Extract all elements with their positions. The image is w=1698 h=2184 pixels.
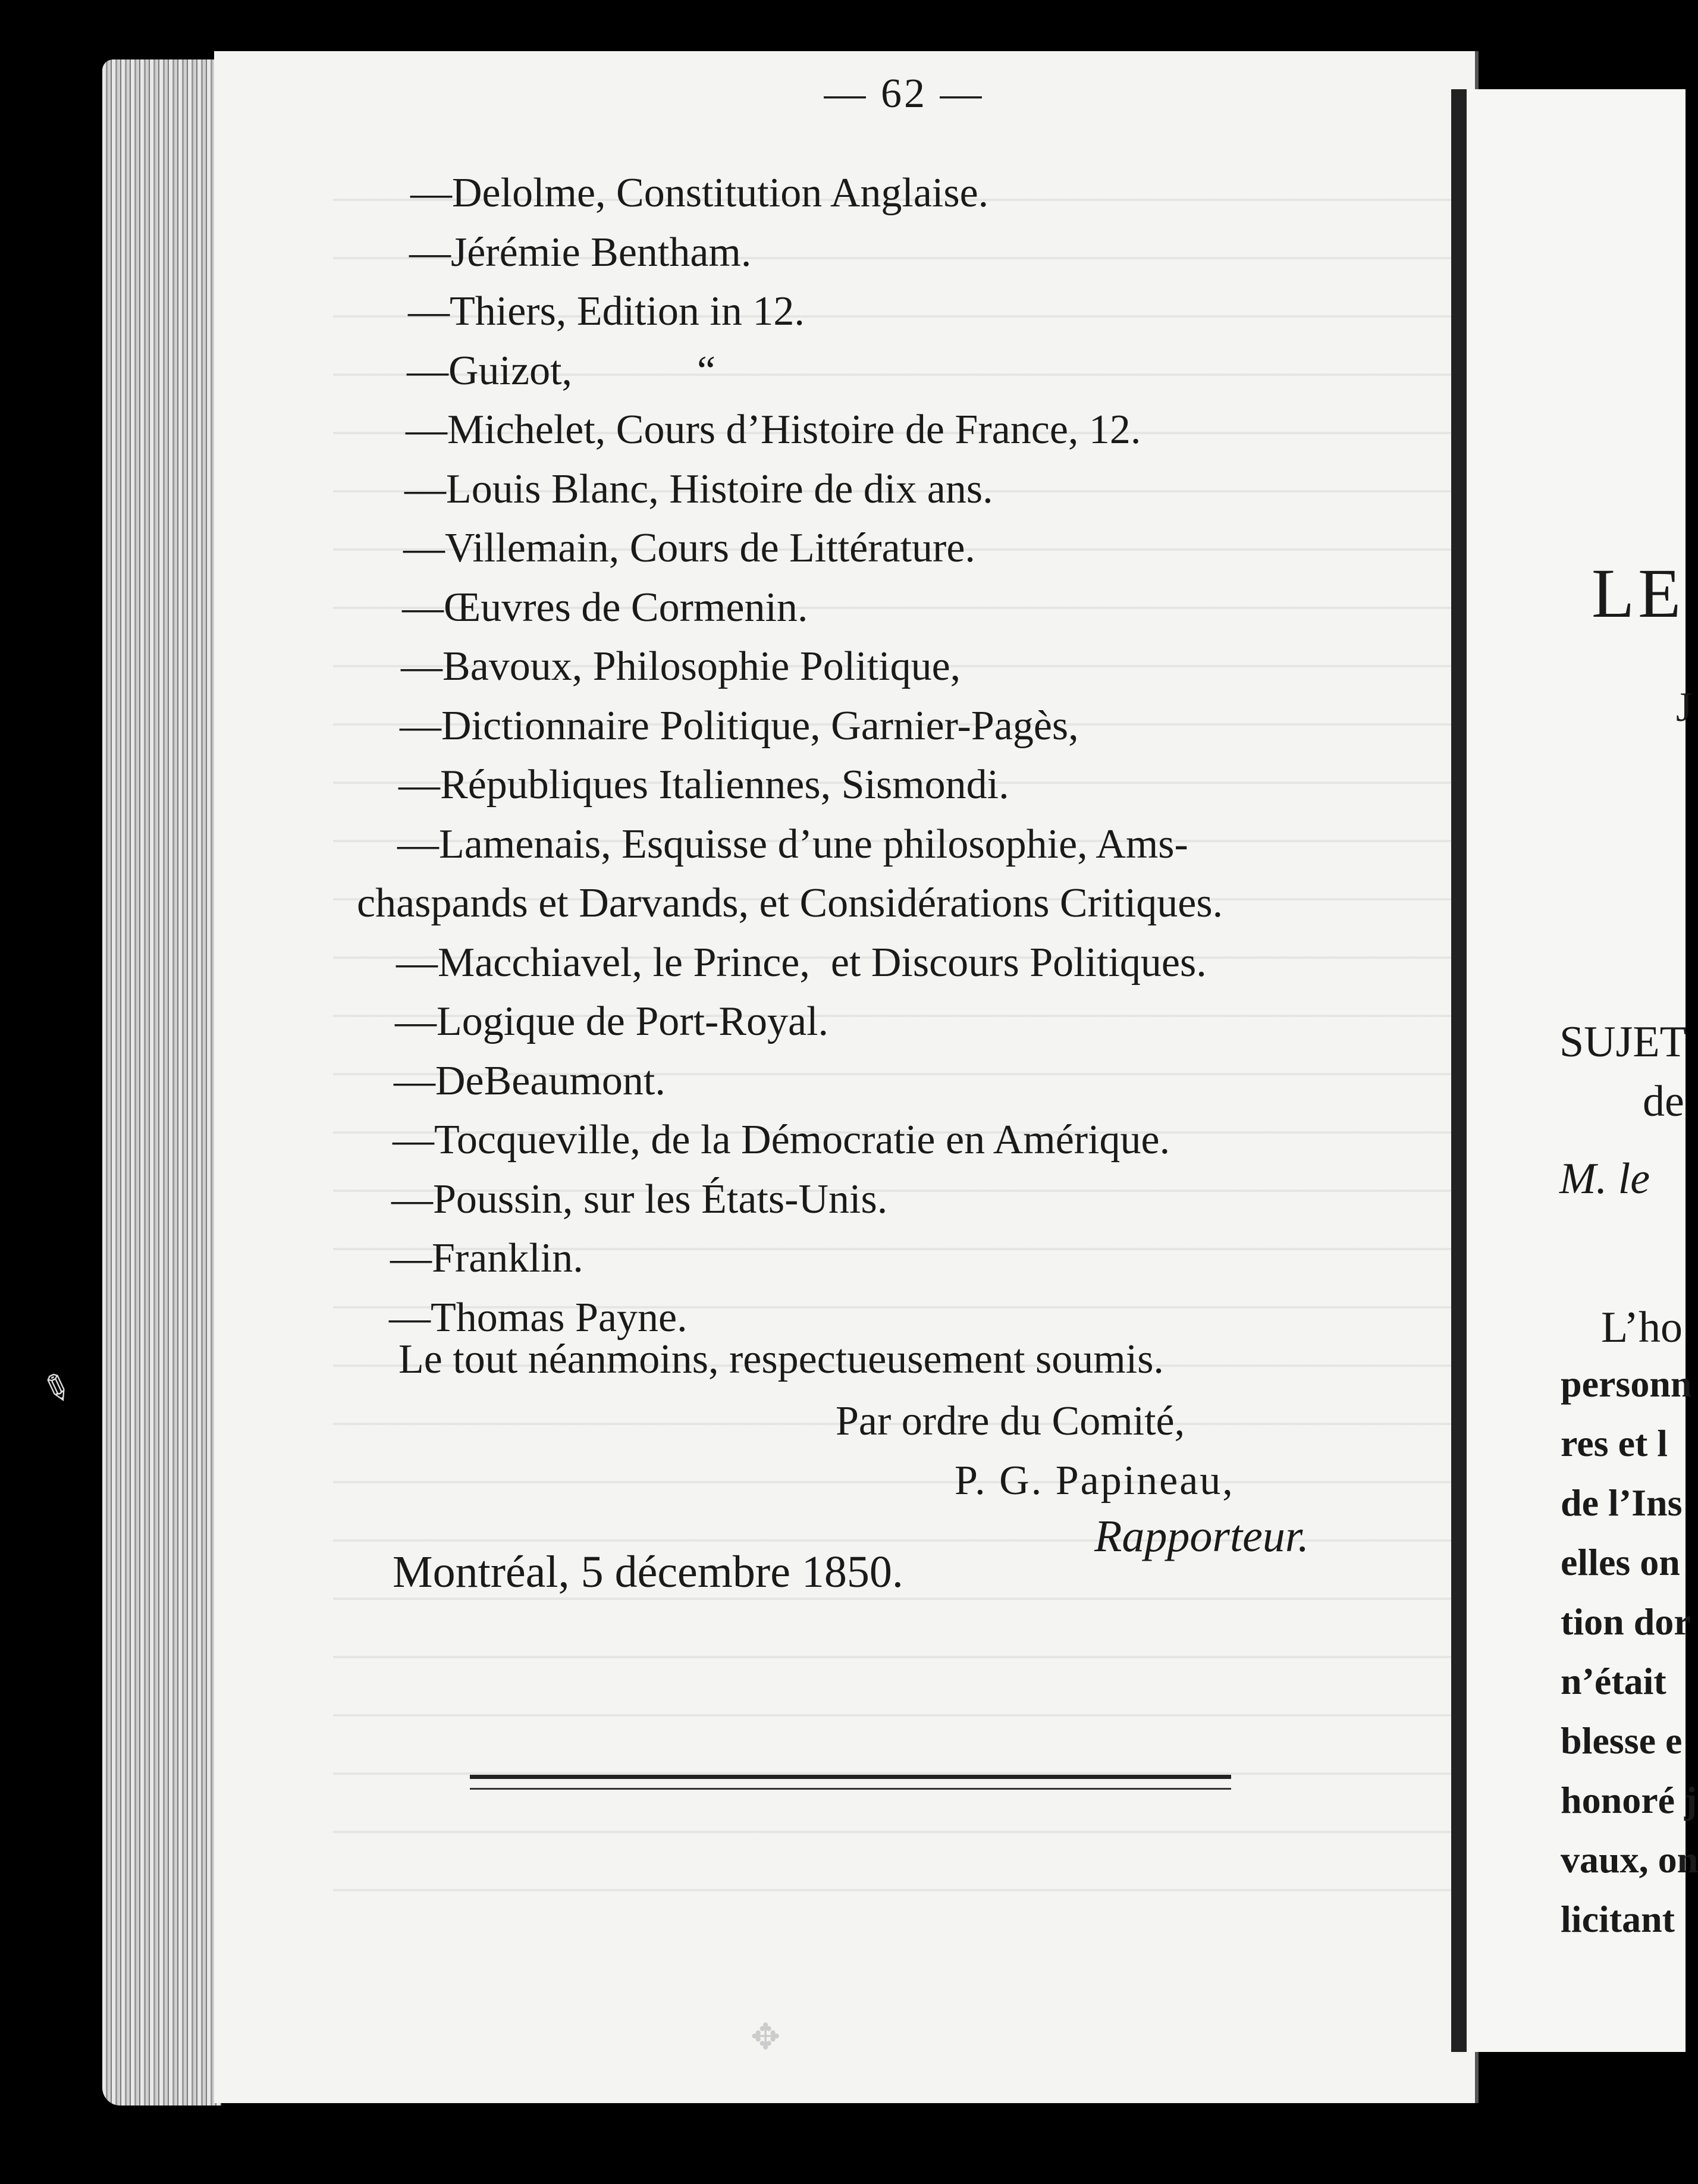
list-item: —Lamenais, Esquisse d’une philosophie, Ams- (397, 821, 1188, 867)
list-item: —Villemain, Cours de Littérature. (403, 525, 975, 571)
list-item: —Delolme, Constitution Anglaise. (410, 170, 989, 216)
speck-icon: ✎ (36, 1365, 78, 1413)
signature-line: Par ordre du Comité, (836, 1398, 1185, 1444)
divider-rule (470, 1788, 1231, 1790)
list-item: —Jérémie Bentham. (409, 229, 752, 275)
list-item: —Poussin, sur les États-Unis. (391, 1176, 888, 1222)
right-page-line: personn (1561, 1363, 1692, 1405)
right-page-line: tion dor (1561, 1601, 1691, 1643)
list-item: —Dictionnaire Politique, Garnier-Pagès, (400, 702, 1079, 749)
list-item: —DeBeaumont. (394, 1058, 666, 1104)
list-item: —Louis Blanc, Histoire de dix ans. (404, 466, 993, 512)
page-number: — 62 — (824, 71, 984, 117)
list-item: —Macchiavel, le Prince, et Discours Politiques. (396, 939, 1207, 986)
divider-rule (470, 1775, 1231, 1779)
list-item: —Thiers, Edition in 12. (408, 288, 805, 334)
date-line: Montréal, 5 décembre 1850. (393, 1547, 903, 1597)
right-page-line: blesse e (1561, 1719, 1683, 1762)
list-item: —Tocqueville, de la Démocratie en Amérique. (393, 1117, 1170, 1163)
bibliography-list (357, 164, 1427, 1347)
closing-statement: Le tout néanmoins, respectueusement soumis. (398, 1336, 1164, 1382)
list-item: —Franklin. (390, 1235, 583, 1281)
list-item: —Républiques Italiennes, Sismondi. (398, 762, 1009, 808)
list-item-continuation: chaspands et Darvands, et Considérations Critiques. (357, 880, 1223, 926)
signature-name: P. G. Papineau, (955, 1458, 1235, 1504)
right-page-line: L’ho (1601, 1303, 1683, 1352)
right-page-line: honoré j (1561, 1779, 1697, 1821)
right-page-line: licitant (1561, 1898, 1675, 1940)
right-page-line: SUJET (1559, 1018, 1687, 1066)
list-item: —Bavoux, Philosophie Politique, (401, 644, 961, 689)
right-page-line: de l’Ins (1561, 1482, 1683, 1524)
list-item: —Logique de Port-Royal. (395, 999, 829, 1044)
right-page-line: J (1676, 685, 1693, 730)
right-page-line: M. le (1559, 1154, 1650, 1203)
right-page-heading: LE (1592, 554, 1685, 632)
list-item: —Guizot, “ (407, 347, 716, 394)
right-page-line: n’était (1561, 1660, 1666, 1702)
list-item: —Œuvres de Cormenin. (402, 584, 808, 630)
right-page (1451, 89, 1698, 2052)
right-page-line: res et l (1561, 1422, 1668, 1464)
right-page-line: elles on (1561, 1541, 1680, 1583)
list-item: —Thomas Payne. (389, 1294, 688, 1341)
ornament-icon: ✥ (751, 2017, 781, 2057)
list-item: —Michelet, Cours d’Histoire de France, 12. (406, 407, 1141, 453)
page-edges (102, 59, 221, 2105)
right-page-line: de (1643, 1077, 1684, 1126)
right-page-line: vaux, on (1561, 1838, 1698, 1881)
signature-title: Rapporteur. (1094, 1511, 1309, 1561)
